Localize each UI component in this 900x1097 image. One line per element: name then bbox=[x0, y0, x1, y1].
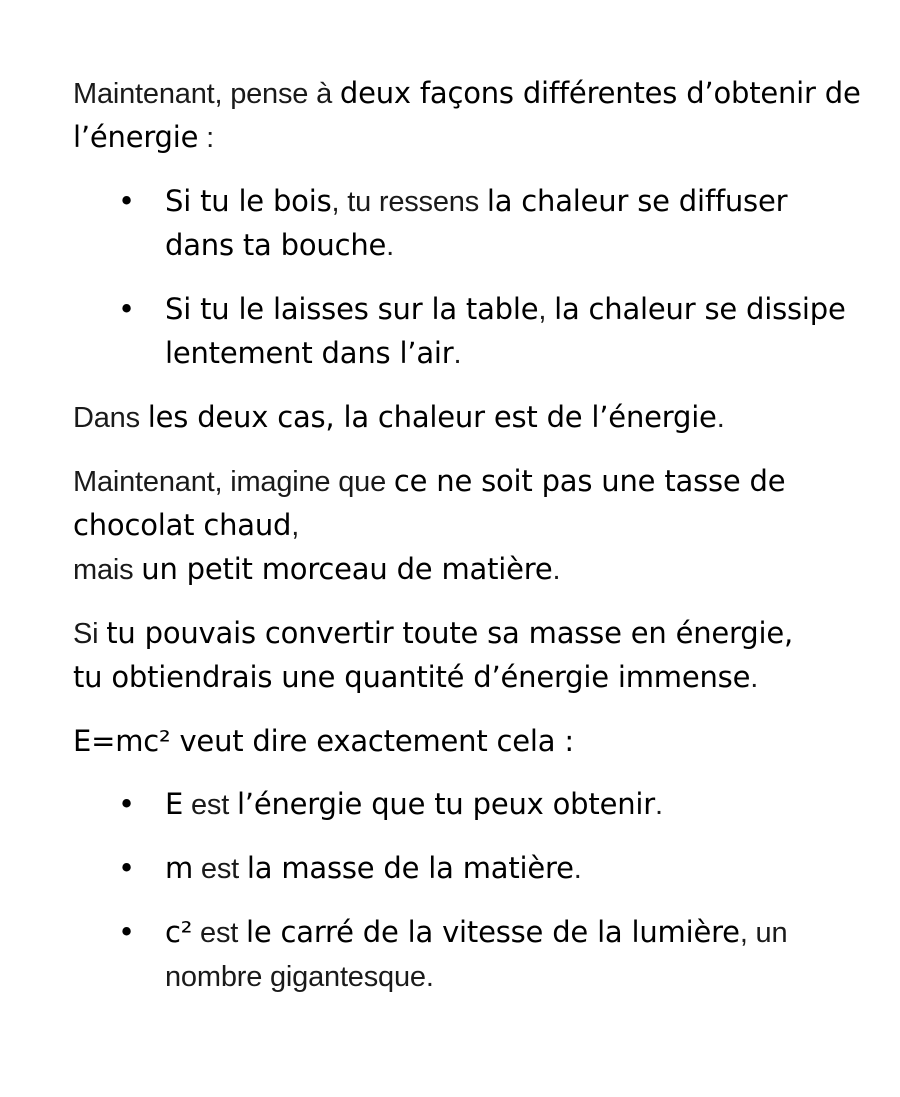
text-emphasis: ce ne soit pas une tasse de chocolat chaud bbox=[73, 464, 786, 542]
text-run: Maintenant, imagine que bbox=[73, 466, 394, 498]
text-run: Maintenant, pense à bbox=[73, 78, 340, 110]
paragraph-imagine-matter bbox=[73, 460, 863, 592]
bullet-icon: • bbox=[118, 851, 135, 885]
text-emphasis: c² bbox=[165, 915, 193, 949]
text-emphasis: tu obtiendrais une quantité d’énergie immense bbox=[73, 660, 751, 694]
bullet-list-formula-terms bbox=[73, 783, 863, 999]
text-emphasis: les deux cas, la chaleur est de l’énergie bbox=[147, 400, 717, 434]
paragraph-two-ways bbox=[73, 72, 863, 160]
text-run: , tu ressens bbox=[331, 186, 487, 218]
list-item bbox=[118, 783, 863, 827]
text-run: est bbox=[183, 789, 237, 821]
text-run: mais bbox=[73, 554, 142, 586]
bullet-icon: • bbox=[118, 915, 135, 949]
text-run: Si bbox=[73, 618, 107, 650]
paragraph-both-cases bbox=[73, 396, 863, 440]
text-run: . bbox=[654, 789, 663, 821]
text-run: Dans bbox=[73, 402, 148, 434]
text-run: , bbox=[291, 510, 300, 542]
text-emphasis: la masse de la matière bbox=[246, 851, 574, 885]
bullet-icon: • bbox=[118, 787, 135, 821]
text-emphasis: tu pouvais convertir toute sa masse en énergie, bbox=[106, 616, 793, 650]
text-emphasis: deux façons différentes d’obtenir de l’énergie bbox=[73, 76, 861, 154]
text-run: est bbox=[192, 917, 246, 949]
text-run: . bbox=[453, 338, 462, 370]
text-run: . bbox=[552, 554, 561, 586]
text-emphasis: m bbox=[165, 851, 194, 885]
document-body bbox=[73, 72, 863, 1019]
list-item bbox=[118, 180, 863, 268]
text-emphasis: le carré de la vitesse de la lumière bbox=[245, 915, 740, 949]
text-run: : bbox=[198, 122, 214, 154]
paragraph-convert-mass bbox=[73, 612, 863, 700]
text-run: , bbox=[538, 294, 555, 326]
paragraph-formula-intro bbox=[73, 720, 863, 763]
text-run: est bbox=[193, 853, 247, 885]
text-run: . bbox=[386, 230, 395, 262]
text-emphasis: Si tu le laisses sur la table bbox=[165, 292, 539, 326]
bullet-list-energy-ways bbox=[73, 180, 863, 376]
text-run: . bbox=[716, 402, 725, 434]
text-emphasis: E=mc² veut dire exactement cela : bbox=[73, 724, 574, 758]
text-run: . bbox=[750, 662, 759, 694]
bullet-icon: • bbox=[118, 292, 135, 326]
text-emphasis: la chaleur se dissipe lentement dans l’air bbox=[165, 292, 846, 370]
text-emphasis: l’énergie que tu peux obtenir bbox=[236, 787, 655, 821]
text-run: , un nombre gigantesque. bbox=[165, 917, 788, 993]
text-emphasis: la chaleur se diffuser dans ta bouche bbox=[165, 184, 788, 262]
list-item bbox=[118, 911, 863, 999]
list-item bbox=[118, 288, 863, 376]
text-emphasis: E bbox=[165, 787, 184, 821]
text-run: . bbox=[573, 853, 582, 885]
bullet-icon: • bbox=[118, 184, 135, 218]
text-emphasis: Si tu le bois bbox=[165, 184, 332, 218]
list-item bbox=[118, 847, 863, 891]
text-emphasis: un petit morceau de matière bbox=[141, 552, 553, 586]
